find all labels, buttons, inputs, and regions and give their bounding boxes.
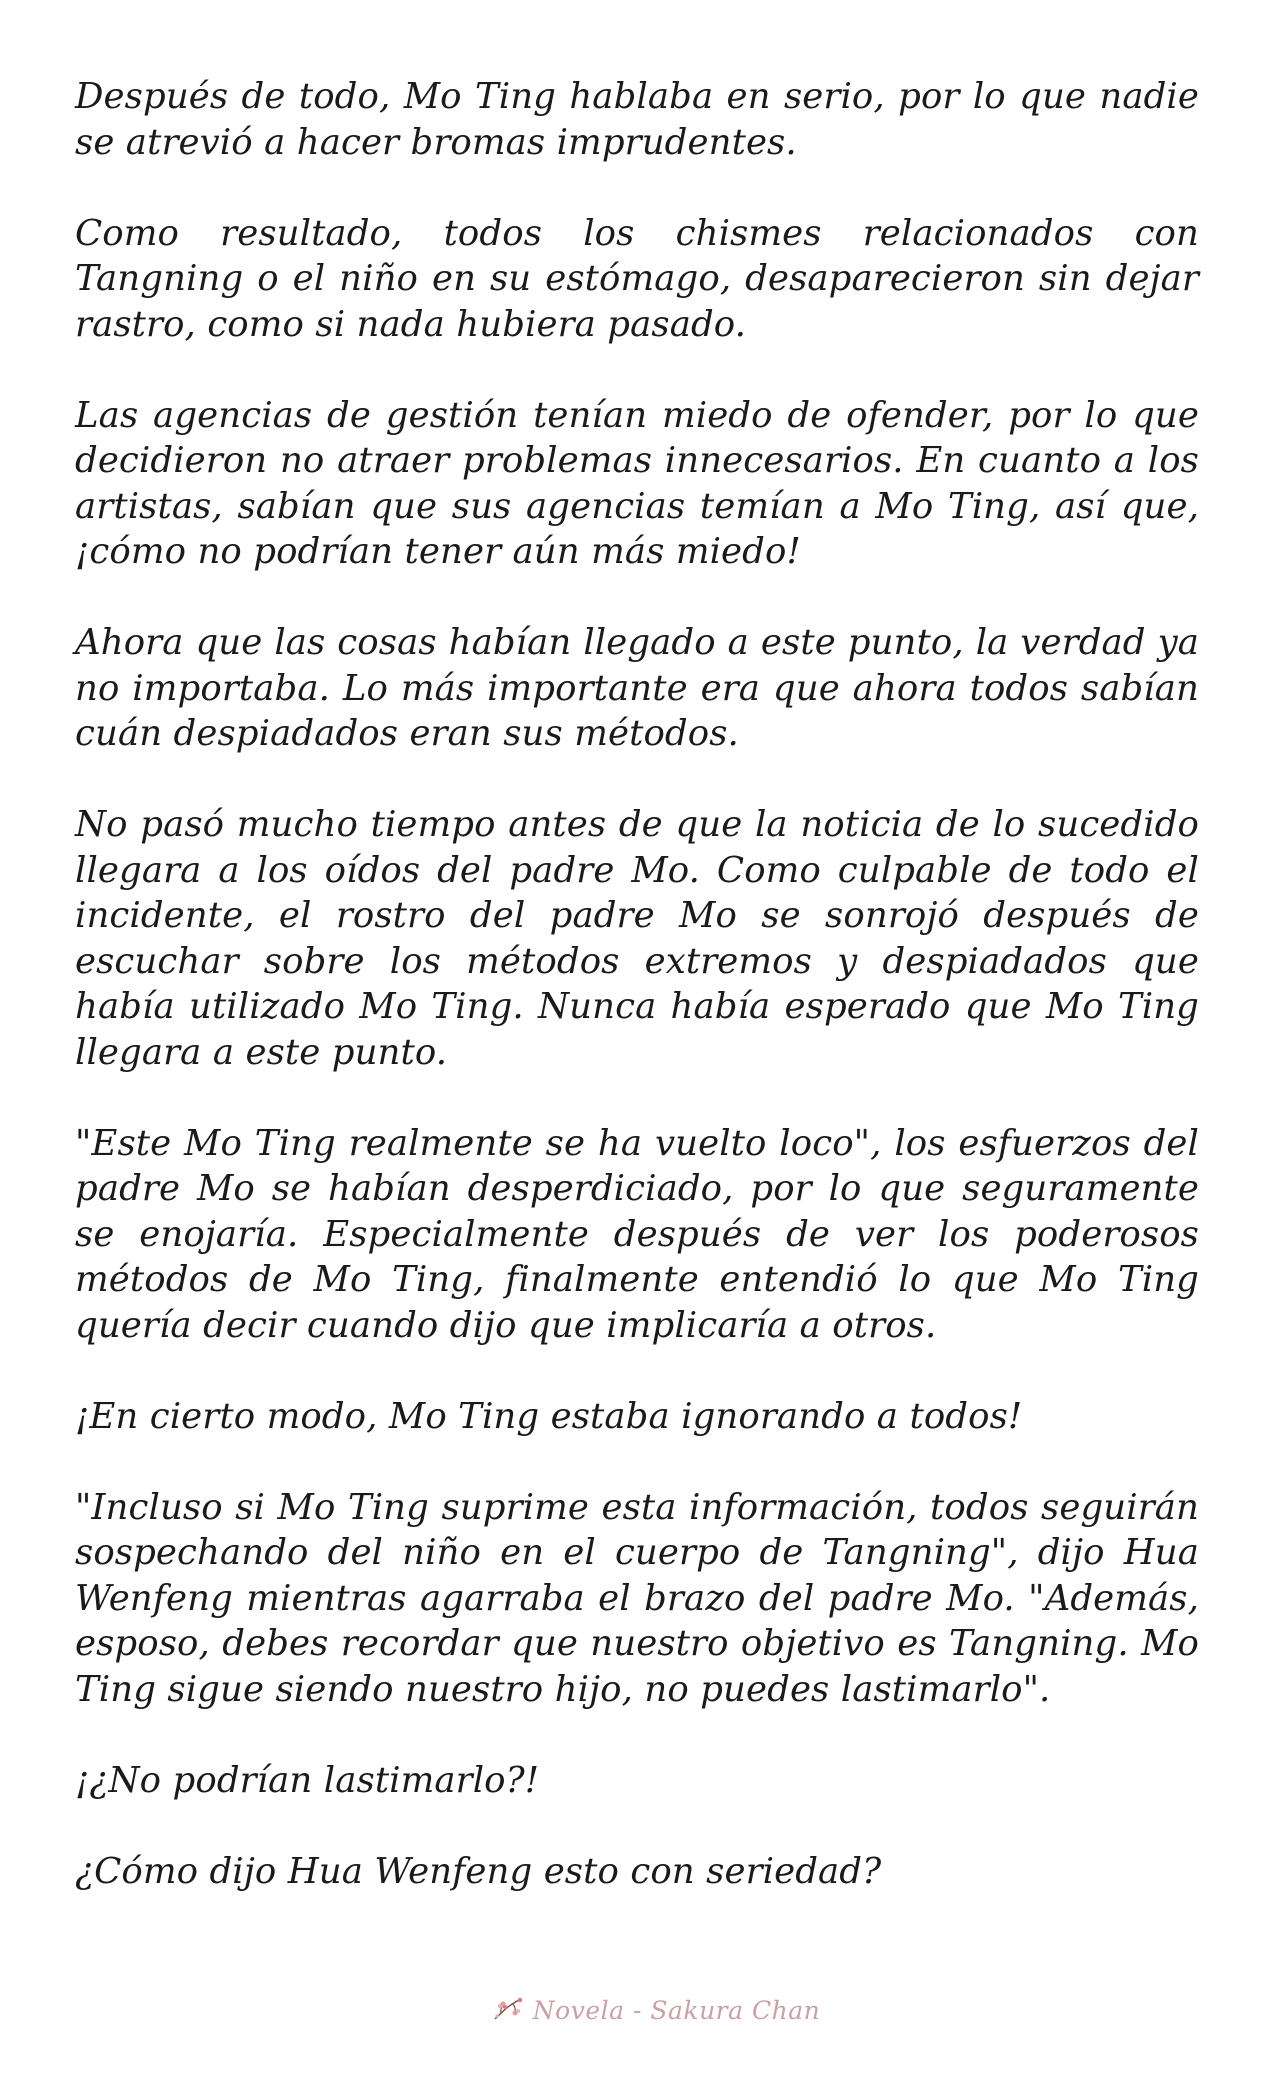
footer-watermark [0,1985,1275,2035]
paragraph: Las agencias de gestión tenían miedo de ofender, por lo que decidieron no atraer problemas innecesarios. En cuanto a los artistas, sabían que sus agencias temían a Mo Ting, así que, ¡cómo no podrían tener aún más miedo! [75,394,1199,572]
paragraph: No pasó mucho tiempo antes de que la noticia de lo sucedido llegara a los oídos del padre Mo. Como culpable de todo el incidente, el rostro del padre Mo se sonrojó después de escuchar sobre los métodos extremos y despiadados que había utilizado Mo Ting. Nunca había esperado que Mo Ting llegara a este punto. [75,804,1199,1073]
cherry-blossom-icon [491,1993,525,2027]
paragraph: ¿Cómo dijo Hua Wenfeng esto con seriedad? [75,1850,882,1892]
text-body [75,74,1199,1894]
paragraph: "Incluso si Mo Ting suprime esta información, todos seguirán sospechando del niño en el cuerpo de Tangning", dijo Hua Wenfeng mientras agarraba el brazo del padre Mo. "Además, esposo, debes recordar que nuestro objetivo es Tangning. Mo Ting sigue siendo nuestro hijo, no puedes lastimarlo". [75,1486,1199,1710]
watermark-group [491,1993,820,2027]
paragraph: ¡¿No podrían lastimarlo?! [75,1759,540,1801]
paragraph: "Este Mo Ting realmente se ha vuelto loco", los esfuerzos del padre Mo se habían desperdiciado, por lo que seguramente se enojaría. Especialmente después de ver los poderosos métodos de Mo Ting, finalmente entendió lo que Mo Ting quería decir cuando dijo que implicaría a otros. [75,1122,1199,1346]
watermark-text: Novela - Sakura Chan [532,1995,821,2025]
paragraph: Como resultado, todos los chismes relacionados con Tangning o el niño en su estómago, desaparecieron sin dejar rastro, como si nada hubiera pasado. [75,212,1199,345]
paragraph: Después de todo, Mo Ting hablaba en serio, por lo que nadie se atrevió a hacer bromas imprudentes. [75,76,1199,163]
paragraph: ¡En cierto modo, Mo Ting estaba ignorando a todos! [75,1395,1023,1437]
paragraph: Ahora que las cosas habían llegado a este punto, la verdad ya no importaba. Lo más importante era que ahora todos sabían cuán despiadados eran sus métodos. [75,622,1199,754]
